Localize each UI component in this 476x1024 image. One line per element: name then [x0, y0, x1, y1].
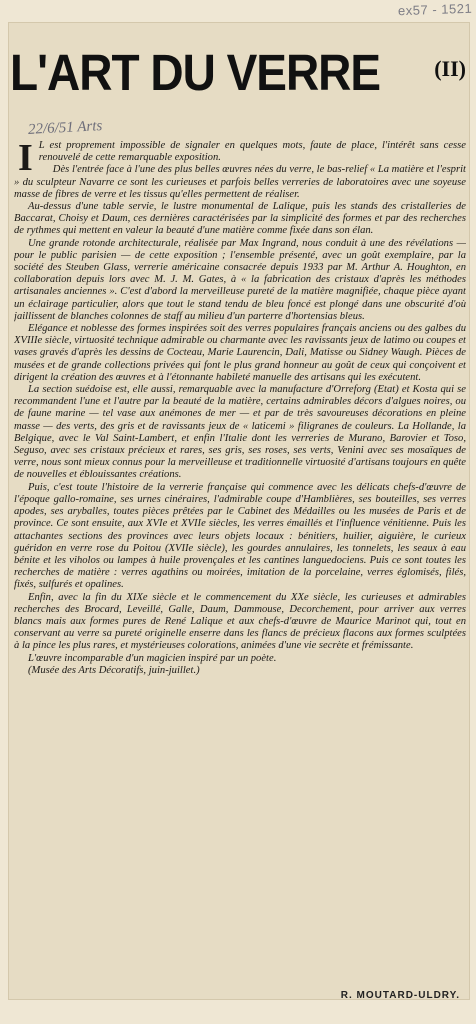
- article-part-number: (II): [434, 56, 466, 81]
- author-signature: R. MOUTARD-ULDRY.: [340, 990, 460, 1000]
- paragraph-7: Puis, c'est toute l'histoire de la verrerie française qui commence avec les délicats chefs-d'œuvre de l'époque gallo-romaine, ses urnes cinéraires, l'admirable coupe d'Hamblières, ses bouteilles, ses verres apodes, ses aryballes, toutes pièces prêtées par le Cabinet des Médailles ou les musées de Paris et de province. Ce sont ensuite, aux XVIe et XVIIe siècles, les verres émaillés et l'influence vénitienne. Puis les attachantes sections des provinces avec leurs objets locaux : bénitiers, huilier, aiguière, le curieux guéridon en verre rose du Poitou (XVIIe siècle), les gourdes annulaires, les tonnelets, les seaux à eau bénite et les viholos ou lampes à huile provençales et les cantines languedociens. Puis ce sont toutes les recherches de matière : verres agathins ou moirées, imitation de la porcelaine, verres églomisés, filés, fixés, sulfurés et opalines.: [14, 481, 466, 591]
- paragraph-6: La section suédoise est, elle aussi, remarquable avec la manufacture d'Orreforg (Etat) et Kosta qui se recommandent l'une et l'autre par la beauté de la matière, certains admirables décors d'algues noires, ou de faune marine — tel vase aux anémones de mer — et par de très savoureuses décorations en pleine masse — des verts, des gris et de ravissants jeux de « laticemi » filigranes de couleurs. La Hollande, la Belgique, avec le Val Saint-Lambert, et enfin l'Italie dont les verreries de Murano, Barovier et Toso, Seguso, avec ses cristaux précieux et rares, ses gris, ses roses, ses verts, Venini avec ses mosaïques de verre, nous sont mieux connus pour la merveilleuse et traditionnelle virtuosité d'artisans toujours en quête de nouvelles et éblouissantes créations.: [14, 384, 466, 481]
- newspaper-clipping: [8, 22, 470, 1000]
- paragraph-1: I L est proprement impossible de signaler en quelques mots, faute de place, l'intérêt sans cesse renouvelé de cette remarquable exposition.: [18, 140, 466, 179]
- archive-reference-mark: ex57 - 1521: [397, 0, 473, 19]
- paragraph-8: Enfin, avec la fin du XIXe siècle et le commencement du XXe siècle, les curieuses et admirables recherches des Brocard, Leveillé, Galle, Daum, Dammouse, Decorchement, pour arriver aux verres blancs mais aux formes pures de René Lalique et aux chefs-d'œuvre de Maurice Marinot qui, tout en conservant au verre sa pureté originelle enserre dans les flancs de précieux flacons aux formes sculptées à la pince les plus rares, et mystérieuses colorations, animées d'une vie secrète et frémissante.: [14, 591, 466, 652]
- headline: [10, 43, 470, 101]
- paragraph-9: L'œuvre incomparable d'un magicien inspiré par un poète.: [28, 652, 277, 664]
- paragraph-2: Dès l'entrée face à l'une des plus belles œuvres nées du verre, le bas-relief « La matière et l'esprit » du sculpteur Navarre ce sont les curieuses et parfois belles verreries de laboratoires avec une soyeuse masse de fibres de verre et les tissus qu'elles permettent de réaliser.: [14, 164, 466, 200]
- paragraph-4: Une grande rotonde architecturale, réalisée par Max Ingrand, nous conduit à une des révélations — pour le public parisien — de cette exposition ; l'ensemble présenté, avec un goût exemplaire, par la société des Steuben Glass, verrerie américaine consacrée depuis 1933 par M. Arthur A. Houghton, en collaboration depuis lors avec M. J. M. Gates, à « la fabrication des cristaux d'après les méthodes artisanales anciennes ». C'est d'abord la merveilleuse pureté de la matière magnifiée, chaque pièce ayant un éclairage particulier, alors que tout le stand tendu de bleu foncé est plongé dans une obscurité d'où jaillissent de blanches colonnes de staff au milieu d'un parterre d'hortensias bleus.: [14, 237, 466, 322]
- handwritten-date-stamp: 22/6/51 Arts: [27, 118, 103, 138]
- paragraph-10: (Musée des Arts Décoratifs, juin-juillet.): [28, 664, 200, 676]
- drop-cap: I: [18, 140, 33, 179]
- article-title: L'ART DU VERRE: [10, 43, 381, 101]
- article-body: [14, 140, 466, 920]
- paragraph-5: Elégance et noblesse des formes inspirées soit des verres populaires français anciens ou des galbes du XVIIIe siècle, virtuosité technique admirable ou charmante avec les ravissants jeux de latimo ou coupes et vases gravés d'après les dessins de Cocteau, Marie Laurencin, Dali, Matisse ou Sidney Waugh. Pièces de musées et de grande collections privées qui font le plus grand honneur au goût de ceux qui conçoivent et dirigent la création des œuvres et à l'étonnante habileté manuelle des artisans qui les exécutent.: [14, 323, 466, 383]
- paragraph-3: Au-dessus d'une table servie, le lustre monumental de Lalique, puis les stands des cristalleries de Baccarat, Choisy et Daum, ces dernières caractérisées par la simplicité des formes et par des recherches de rythmes qui mettent en valeur la beauté d'une matière comme fixée dans son élan.: [14, 201, 466, 237]
